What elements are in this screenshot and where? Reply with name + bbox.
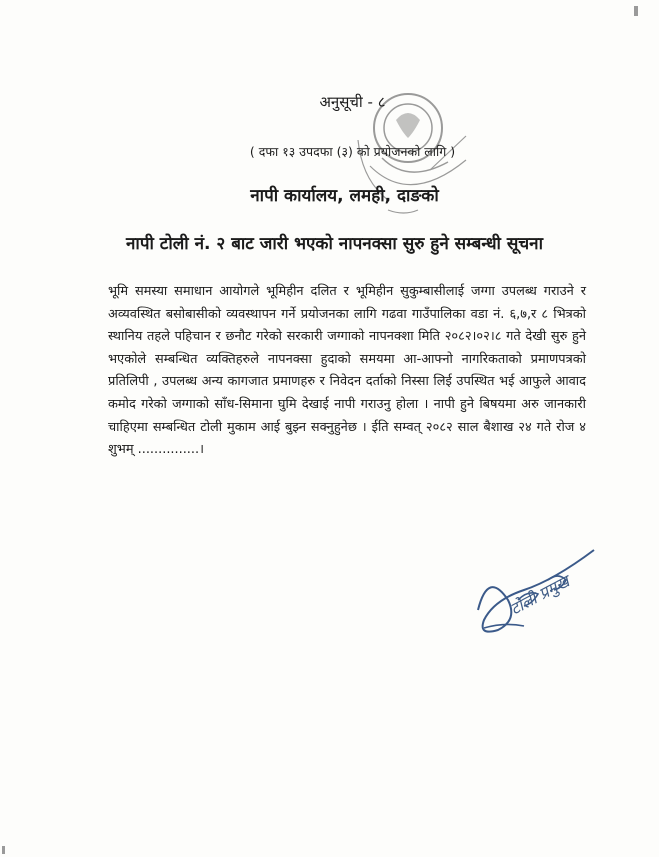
notice-body: भूमि समस्या समाधान आयोगले भूमिहीन दलित र भूमिहीन सुकुम्बासीलाई जग्गा उपलब्ध गराउने र अव्यवस्थित बसोबासीको व्यवस्थापन गर्ने प्रयोजनका लागि गढवा गाउँपालिका वडा नं. ६,७,र ८ भित्रको स्थानिय तहले पहिचान र छनौट गरेको सरकारी जग्गाको नापनक्शा मिति २०८२।०२।८ गते देखी सुरु हुने भएकोले सम्बन्धित व्यक्तिहरुले नापनक्सा हुदाको समयमा आ-आफ्नो नागरिकताको प्रमाणपत्रको प्रतिलिपी , उपलब्ध अन्य कागजात प्रमाणहरु र निवेदन दर्ताको निस्सा लिई उपस्थित भई आफुले आवाद कमोद गरेको जग्गाको साँध-सिमाना घुमि देखाई नापी गराउनु होला । नापी हुने बिषयमा अरु जानकारी चाहिएमा सम्बन्धित टोली मुकाम आई बुझ्न सक्नुहुनेछ । ईति सम्वत् २०८२ साल बैशाख २४ गते रोज ४ शुभम् ...............। (108, 284, 586, 458)
scan-mark (634, 6, 638, 16)
signature-label: टोली प्रमुख (506, 571, 573, 619)
annex-title: अनुसूची - ८ (319, 93, 386, 111)
scan-mark (2, 846, 5, 854)
section-reference: ( दफा १३ उपदफा (३) को प्रयोजनको लागि ) (249, 144, 456, 159)
notice-subject: नापी टोली नं. २ बाट जारी भएको नापनक्सा सुरु हुने सम्बन्धी सूचना (125, 234, 544, 254)
office-name: नापी कार्यालय, लमही, दाङको (250, 186, 439, 206)
